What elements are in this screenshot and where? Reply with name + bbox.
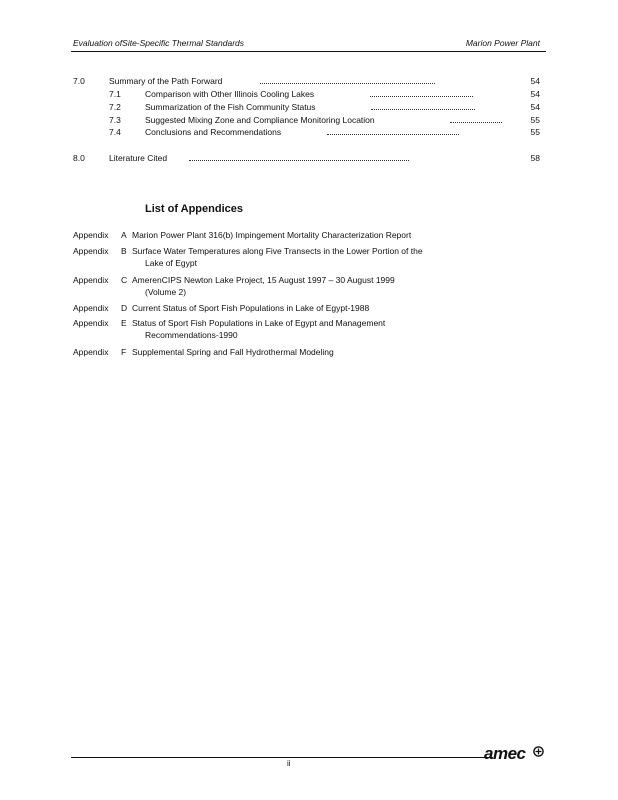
appendix-label: Appendix xyxy=(73,275,109,285)
toc-number: 7.1 xyxy=(109,89,121,99)
appendix-c-continued: (Volume 2) xyxy=(145,287,187,297)
toc-page: 54 xyxy=(530,76,540,86)
appendix-b xyxy=(73,246,423,256)
appendix-d xyxy=(73,303,369,313)
appendix-letter: D xyxy=(121,303,128,313)
toc-leader xyxy=(327,127,459,135)
toc-entry-7-4 xyxy=(0,127,618,140)
appendix-a xyxy=(73,230,411,240)
toc-entry-7-2 xyxy=(0,102,618,115)
appendix-title: Surface Water Temperatures along Five Transects in the Lower Portion of the xyxy=(132,246,423,256)
toc-leader xyxy=(370,89,473,97)
toc-page: 55 xyxy=(530,115,540,125)
toc-leader xyxy=(260,76,435,84)
appendix-b-continued: Lake of Egypt xyxy=(145,258,197,268)
running-header-plant: Marion Power Plant xyxy=(465,38,540,48)
toc-entry-7-1 xyxy=(0,89,618,102)
toc-page: 54 xyxy=(530,102,540,112)
appendix-c xyxy=(73,275,395,285)
appendix-letter: A xyxy=(121,230,127,240)
toc-number: 7.2 xyxy=(109,102,121,112)
toc-page: 55 xyxy=(530,127,540,137)
toc-number: 7.0 xyxy=(73,76,85,86)
appendix-e-continued: Recommendations-1990 xyxy=(145,330,238,340)
appendix-letter: B xyxy=(121,246,127,256)
toc-entry-8-0 xyxy=(0,153,618,166)
amec-logo: amec xyxy=(484,744,526,763)
toc-page: 54 xyxy=(530,89,540,99)
toc-page: 58 xyxy=(530,153,540,163)
appendix-title: AmerenCIPS Newton Lake Project, 15 August 1997 – 30 August 1999 xyxy=(132,275,395,285)
toc-title: Suggested Mixing Zone and Compliance Monitoring Location xyxy=(145,115,375,125)
footer-rule xyxy=(71,757,493,758)
appendix-label: Appendix xyxy=(73,347,109,357)
appendix-title: Marion Power Plant 316(b) Impingement Mortality Characterization Report xyxy=(132,230,412,240)
footer-page-number: ii xyxy=(287,759,291,768)
appendix-title: Current Status of Sport Fish Populations in Lake of Egypt-1988 xyxy=(132,303,370,313)
toc-entry-7-0 xyxy=(0,76,618,89)
appendix-title: Supplemental Spring and Fall Hydrothermal Modeling xyxy=(132,347,334,357)
appendices-heading: List of Appendices xyxy=(145,203,243,215)
toc-number: 8.0 xyxy=(73,153,85,163)
appendix-f xyxy=(73,347,334,357)
running-header-title: Evaluation ofSite-Specific Thermal Standards xyxy=(73,38,245,48)
toc-title: Literature Cited xyxy=(109,153,168,163)
toc-leader xyxy=(189,153,409,161)
appendix-label: Appendix xyxy=(73,230,109,240)
toc-leader xyxy=(450,115,502,123)
toc-number: 7.3 xyxy=(109,115,121,125)
appendix-letter: F xyxy=(121,347,127,357)
appendix-e xyxy=(73,318,385,328)
toc-leader xyxy=(371,102,475,110)
appendix-label: Appendix xyxy=(73,246,109,256)
amec-logo-mark-icon xyxy=(533,746,544,757)
toc-title: Summary of the Path Forward xyxy=(109,76,223,86)
appendix-title: Status of Sport Fish Populations in Lake of Egypt and Management xyxy=(132,318,386,328)
appendix-letter: E xyxy=(121,318,127,328)
toc-title: Summarization of the Fish Community Status xyxy=(145,102,316,112)
toc-title: Comparison with Other Illinois Cooling Lakes xyxy=(145,89,315,99)
appendix-label: Appendix xyxy=(73,318,109,328)
appendix-letter: C xyxy=(121,275,128,285)
toc-number: 7.4 xyxy=(109,127,121,137)
appendix-label: Appendix xyxy=(73,303,109,313)
toc-title: Conclusions and Recommendations xyxy=(145,127,282,137)
header-rule xyxy=(71,51,546,52)
